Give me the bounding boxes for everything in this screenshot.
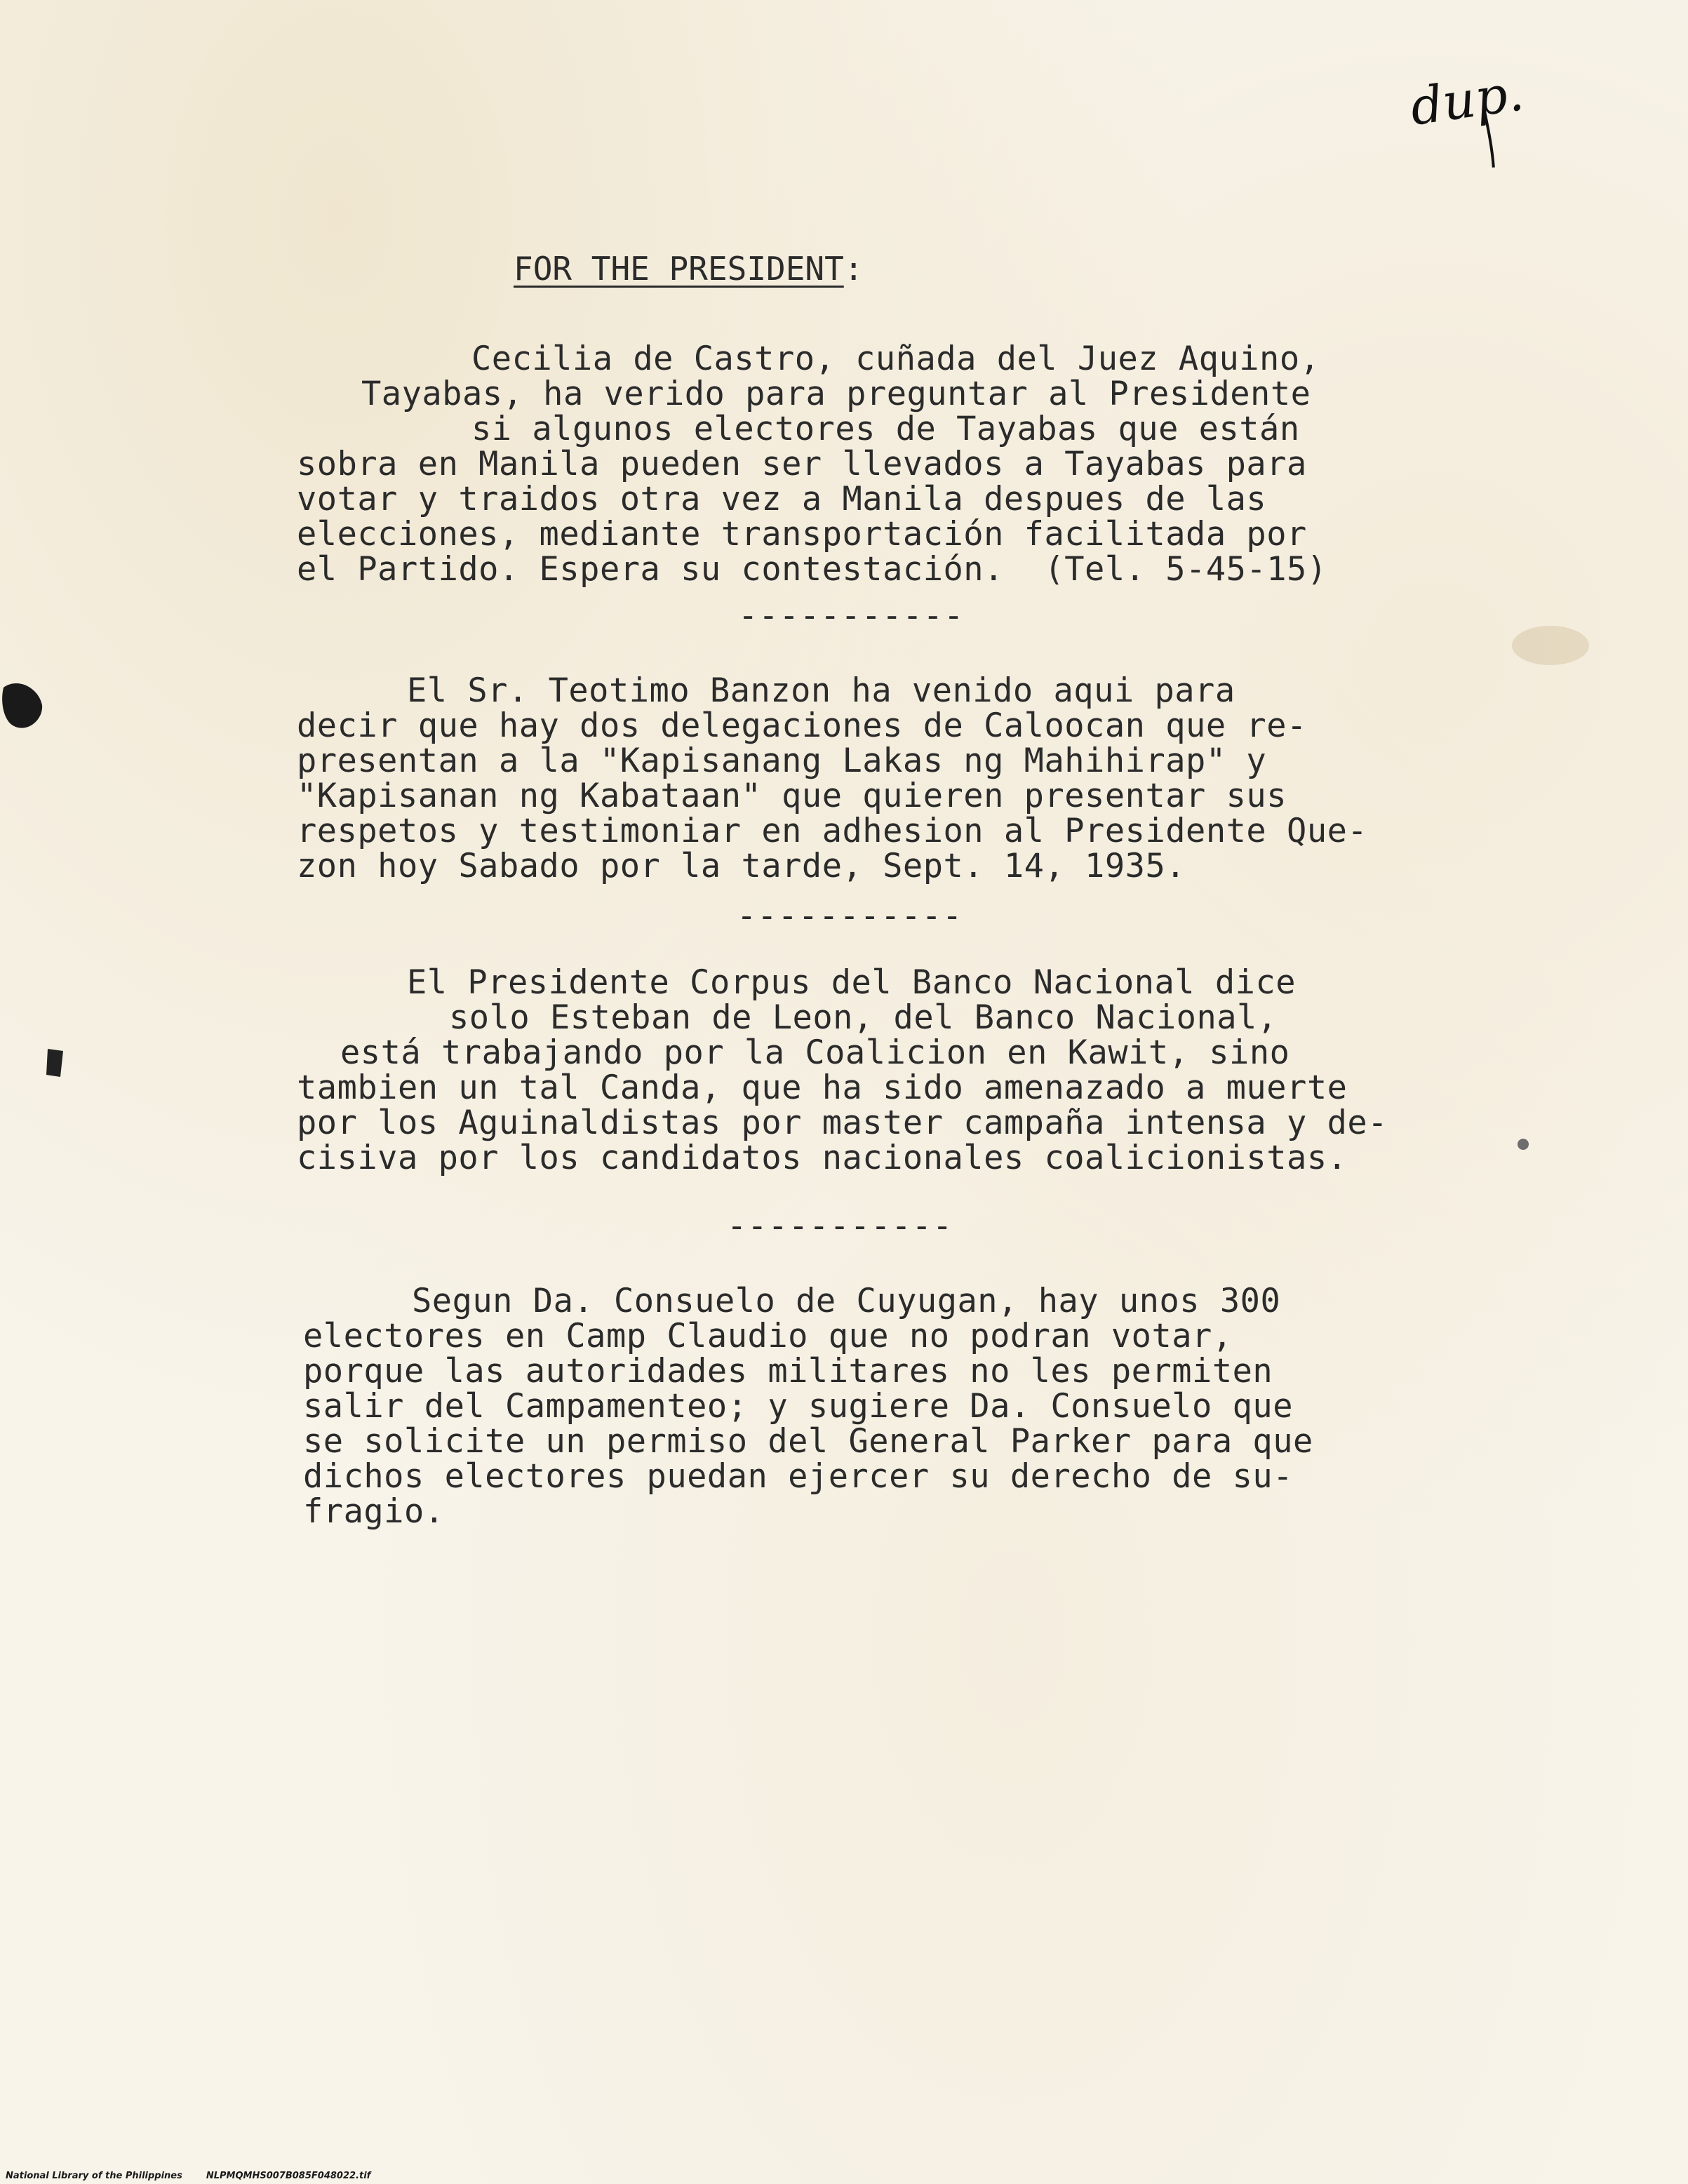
scan-dot-icon	[1515, 1137, 1531, 1152]
paragraph-line: Cecilia de Castro, cuñada del Juez Aquino,	[471, 340, 1320, 378]
paper-stain-icon	[1508, 617, 1593, 674]
handwritten-annotation	[1407, 62, 1527, 137]
paragraph-line: votar y traidos otra vez a Manila despues de las	[297, 480, 1267, 518]
separator: -----------	[738, 596, 965, 635]
paragraph-line: el Partido. Espera su contestación. (Tel. 5-45-15)	[297, 550, 1327, 589]
paragraph-line: si algunos electores de Tayabas que están	[471, 410, 1300, 448]
paragraph-line: tambien un tal Canda, que ha sido amenazado a muerte	[297, 1068, 1348, 1107]
paragraph-line: solo Esteban de Leon, del Banco Nacional,	[449, 998, 1278, 1037]
separator: -----------	[737, 897, 963, 935]
paragraph-line: electores en Camp Claudio que no podran votar,	[303, 1317, 1233, 1355]
page-title	[514, 250, 864, 288]
paragraph-line: El Presidente Corpus del Banco Nacional dice	[407, 963, 1297, 1002]
paragraph-line: El Sr. Teotimo Banzon ha venido aqui para	[407, 671, 1235, 710]
paragraph-line: Segun Da. Consuelo de Cuyugan, hay unos 300	[412, 1282, 1281, 1320]
scan-footer	[6, 2171, 370, 2181]
page-title-colon: :	[843, 250, 864, 288]
footer-library: National Library of the Philippines	[6, 2171, 182, 2181]
paragraph-line: elecciones, mediante transportación facilitada por	[297, 515, 1307, 554]
paragraph-line: decir que hay dos delegaciones de Caloocan que re-	[297, 706, 1307, 745]
paragraph-line: está trabajando por la Coalicion en Kawit, sino	[340, 1033, 1290, 1072]
page-title-text: FOR THE PRESIDENT	[514, 250, 844, 288]
paragraph-line: dichos electores puedan ejercer su derecho de su-	[303, 1457, 1294, 1496]
ink-blot-icon	[0, 674, 49, 737]
paragraph-line: salir del Campamenteo; y sugiere Da. Consuelo que	[303, 1387, 1294, 1426]
paragraph-line: sobra en Manila pueden ser llevados a Tayabas para	[297, 445, 1307, 483]
ink-smudge-icon	[41, 1045, 69, 1080]
separator: -----------	[727, 1207, 953, 1245]
paragraph-line: fragio.	[303, 1492, 445, 1531]
paragraph-line: se solicite un permiso del General Parker para que	[303, 1422, 1313, 1461]
paragraph-line: zon hoy Sabado por la tarde, Sept. 14, 1935.	[297, 847, 1186, 885]
paragraph-line: Tayabas, ha verido para preguntar al Presidente	[361, 375, 1311, 413]
paragraph-line: cisiva por los candidatos nacionales coalicionistas.	[297, 1139, 1348, 1177]
footer-file-id: NLPMQMHS007B085F048022.tif	[206, 2171, 371, 2181]
paragraph-line: respetos y testimoniar en adhesion al Presidente Que-	[297, 812, 1368, 850]
paragraph-line: "Kapisanan ng Kabataan" que quieren presentar sus	[297, 777, 1287, 815]
paragraph-line: por los Aguinaldistas por master campaña intensa y de-	[297, 1104, 1388, 1142]
paragraph-line: porque las autoridades militares no les permiten	[303, 1352, 1273, 1391]
paragraph-line: presentan a la "Kapisanang Lakas ng Mahihirap" y	[297, 742, 1267, 780]
annotation-text: dup.	[1406, 62, 1527, 137]
